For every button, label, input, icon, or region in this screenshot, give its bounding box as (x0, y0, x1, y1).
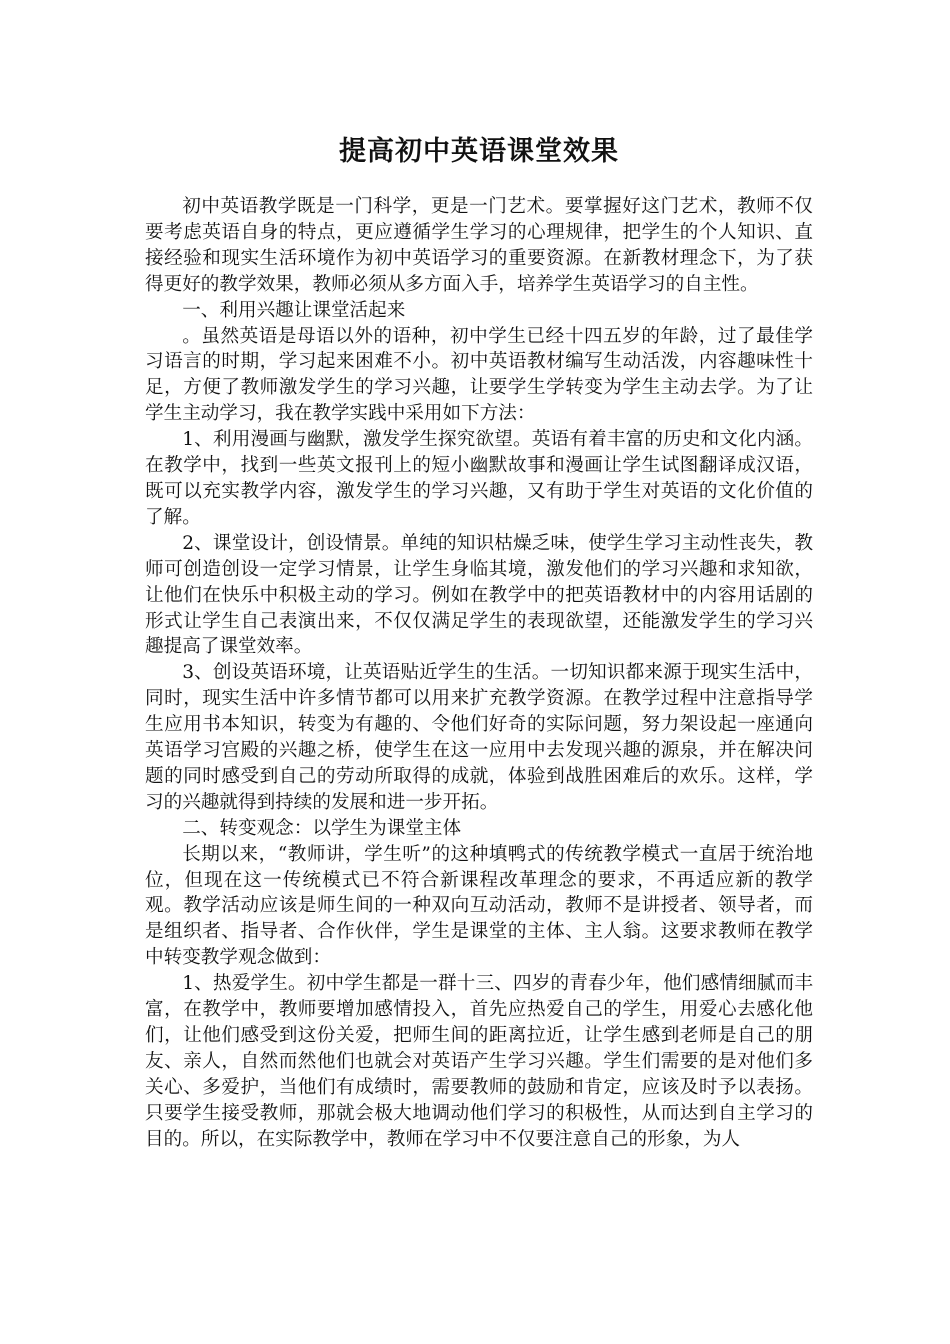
document-title: 提高初中英语课堂效果 (339, 136, 619, 167)
section-heading: 一、利用兴趣让课堂活起来 (182, 299, 406, 321)
document-page (145, 132, 813, 1153)
paragraph: 2、课堂设计，创设情景。单纯的知识枯燥乏味，使学生学习主动性丧失，教师可创造创设一定学习情景，让学生身临其境，激发他们的学习兴趣和求知欲，让他们在快乐中积极主动的学习。例如在教学中的把英语教材中的内容用话剧的形式让学生自己表演出来，不仅仅满足学生的表现欲望，还能激发学生的学习兴趣提高了课堂效率。 (145, 532, 813, 658)
paragraph: 。虽然英语是母语以外的语种，初中学生已经十四五岁的年龄，过了最佳学习语言的时期，学习起来困难不小。初中英语教材编写生动活泼，内容趣味性十足，方便了教师激发学生的学习兴趣，让要学生学转变为学生主动去学。为了让学生主动学习，我在教学实践中采用如下方法： (145, 325, 813, 425)
paragraph: 3、创设英语环境，让英语贴近学生的生活。一切知识都来源于现实生活中，同时，现实生活中许多情节都可以用来扩充教学资源。在教学过程中注意指导学生应用书本知识，转变为有趣的、令他们好奇的实际问题，努力架设起一座通向英语学习宫殿的兴趣之桥，使学生在这一应用中去发现兴趣的源泉，并在解决问题的同时感受到自己的劳动所取得的成就，体验到战胜困难后的欢乐。这样，学习的兴趣就得到持续的发展和进一步开拓。 (145, 662, 813, 813)
paragraph: 1、利用漫画与幽默，激发学生探究欲望。英语有着丰富的历史和文化内涵。在教学中，找到一些英文报刊上的短小幽默故事和漫画让学生试图翻译成汉语，既可以充实教学内容，激发学生的学习兴趣，又有助于学生对英语的文化价值的了解。 (145, 429, 813, 528)
document-body (145, 194, 813, 1153)
paragraph: 1、热爱学生。初中学生都是一群十三、四岁的青春少年，他们感情细腻而丰富，在教学中，教师要增加感情投入，首先应热爱自己的学生，用爱心去感化他们，让他们感受到这份关爱，把师生间的距离拉近，让学生感到老师是自己的朋友、亲人，自然而然他们也就会对英语产生学习兴趣。学生们需要的是对他们多关心、多爱护，当他们有成绩时，需要教师的鼓励和肯定，应该及时予以表扬。只要学生接受教师，那就会极大地调动他们学习的积极性，从而达到自主学习的目的。所以，在实际教学中，教师在学习中不仅要注意自己的形象，为人 (145, 973, 813, 1150)
paragraph: 初中英语教学既是一门科学，更是一门艺术。要掌握好这门艺术，教师不仅要考虑英语自身的特点，更应遵循学生学习的心理规律，把学生的个人知识、直接经验和现实生活环境作为初中英语学习的重要资源。在新教材理念下，为了获得更好的教学效果，教师必须从多方面入手，培养学生英语学习的自主性。 (145, 196, 813, 295)
section-heading: 二、转变观念：以学生为课堂主体 (182, 817, 462, 839)
paragraph: 长期以来，“教师讲，学生听”的这种填鸭式的传统教学模式一直居于统治地位，但现在这一传统模式已不符合新课程改革理念的要求，不再适应新的教学观。教学活动应该是师生间的一种双向互动活动，教师不是讲授者、领导者，而是组织者、指导者、合作伙伴，学生是课堂的主体、主人翁。这要求教师在教学中转变教学观念做到： (145, 843, 813, 969)
